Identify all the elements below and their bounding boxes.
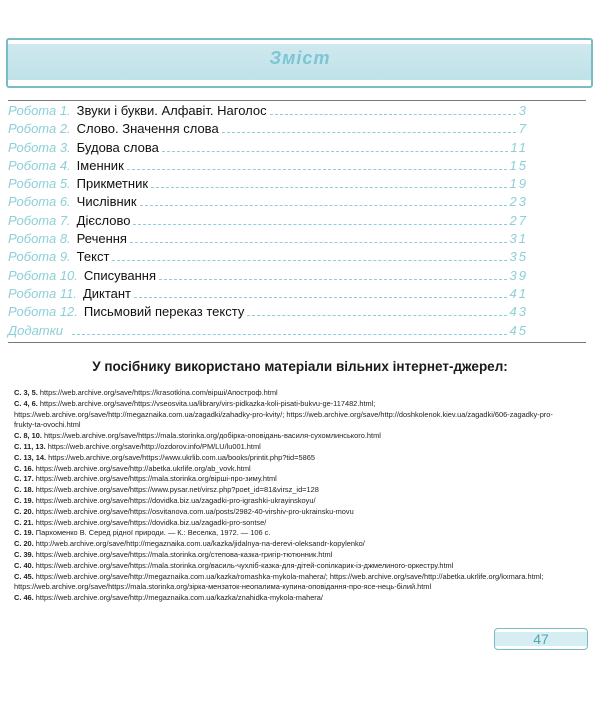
toc-work-number: Робота 6. bbox=[8, 194, 71, 210]
toc-bottom-divider bbox=[8, 342, 586, 343]
toc-entry bbox=[8, 158, 528, 176]
toc-topic: Дієслово bbox=[76, 212, 131, 228]
source-page-ref: С. 11, 13. bbox=[14, 441, 46, 451]
toc-work-number: Робота 12. bbox=[8, 304, 78, 320]
toc-leader-dots bbox=[151, 186, 507, 188]
toc-work-number: Робота 7. bbox=[8, 212, 71, 228]
toc-entry bbox=[8, 286, 528, 304]
source-item bbox=[14, 453, 554, 464]
toc-entry bbox=[8, 268, 528, 286]
source-item bbox=[14, 528, 554, 539]
toc-leader-dots bbox=[222, 131, 516, 133]
toc-top-divider bbox=[8, 100, 586, 101]
toc-entry bbox=[8, 231, 528, 249]
source-item bbox=[14, 550, 554, 561]
toc-topic: Диктант bbox=[82, 285, 132, 301]
toc-topic: Прикметник bbox=[76, 176, 149, 192]
source-url: https://web.archive.org/save/https://www.ukrlib.com.ua/books/printit.php?tid=5865 bbox=[48, 452, 315, 462]
toc-entry bbox=[8, 194, 528, 212]
source-page-ref: С. 4, 6. bbox=[14, 398, 38, 408]
source-page-ref: С. 46. bbox=[14, 593, 34, 603]
toc-work-number: Робота 4. bbox=[8, 157, 71, 173]
source-page-ref: С. 8, 10. bbox=[14, 431, 42, 441]
source-url: https://web.archive.org/save/https://www.pysar.net/virsz.php?poet_id=81&virsz_id=128 bbox=[35, 485, 319, 495]
toc-page-number: 19 bbox=[509, 176, 528, 192]
source-url: https://web.archive.org/save/https://vseosvita.ua/library/virs-pidkazka-koli-pisati-bukvu-ge-117482.html; https://web.archive.org/save/http://megaznaika.com.ua/zagadki/zahadky-pro-kvity/; https://web.archive.org/save/http://doshkolenok.kiev.ua/zagadki/606-zagadky-pro-frukty-ta-ovochi.html bbox=[14, 398, 553, 430]
toc-work-number: Робота 3. bbox=[8, 139, 71, 155]
toc-topic: Числівник bbox=[76, 194, 137, 210]
toc-page-number: 15 bbox=[509, 157, 528, 173]
page-number: 47 bbox=[533, 631, 549, 647]
source-page-ref: С. 3, 5. bbox=[14, 388, 38, 397]
source-page-ref: С. 19. bbox=[14, 495, 34, 505]
source-item bbox=[14, 464, 554, 475]
toc-entry bbox=[8, 249, 528, 267]
toc-work-number: Робота 8. bbox=[8, 231, 71, 247]
toc-page-number: 41 bbox=[509, 285, 528, 301]
toc-entry bbox=[8, 213, 528, 231]
source-url: https://web.archive.org/save/https://dovidka.biz.ua/zagadki-pro-igrashki-ukrayinskoyu/ bbox=[35, 495, 316, 505]
source-item bbox=[14, 539, 554, 550]
toc-work-number: Робота 10. bbox=[8, 267, 78, 283]
toc-page-number: 35 bbox=[509, 249, 528, 265]
toc-leader-dots bbox=[112, 259, 506, 261]
toc-leader-dots bbox=[247, 314, 506, 316]
page-title: Зміст bbox=[269, 48, 331, 68]
toc-leader-dots bbox=[130, 241, 507, 243]
toc-entry bbox=[8, 103, 528, 121]
source-url: https://web.archive.org/save/http://abetka.ukrlife.org/ab_vovk.html bbox=[35, 463, 251, 473]
source-url: Пархоменко В. Серед рідної природи. — К.: Веселка, 1972. — 106 с. bbox=[35, 528, 271, 538]
toc-leader-dots bbox=[140, 204, 507, 206]
source-item bbox=[14, 561, 554, 572]
source-url: https://web.archive.org/save/http://ozdorov.info/PM/LU/lu001.html bbox=[47, 441, 261, 451]
source-url: https://web.archive.org/save/https://osvitanova.com.ua/posts/2982-40-virshiv-pro-ukrainsku-movu bbox=[35, 506, 354, 516]
toc-page-number: 45 bbox=[509, 322, 528, 338]
source-page-ref: С. 16. bbox=[14, 463, 34, 473]
toc-page-number: 23 bbox=[509, 194, 528, 210]
source-item bbox=[14, 496, 554, 507]
toc-entry bbox=[8, 140, 528, 158]
toc-topic: Будова слова bbox=[76, 139, 159, 155]
toc-page-number: 7 bbox=[518, 121, 528, 137]
toc-topic: Письмовий переказ тексту bbox=[83, 304, 245, 320]
toc-page-number: 43 bbox=[509, 304, 528, 320]
source-page-ref: С. 39. bbox=[14, 549, 34, 559]
toc-page-number: 11 bbox=[510, 139, 528, 155]
toc-leader-dots bbox=[270, 113, 516, 115]
source-item bbox=[14, 485, 554, 496]
source-url: https://web.archive.org/save/https://mala.storinka.org/василь-чухліб-казка-для-дітей-сопілкарик-із-джмелиного-оркестру.html bbox=[35, 560, 454, 570]
source-item bbox=[14, 388, 554, 399]
toc-page-number: 39 bbox=[509, 267, 528, 283]
source-url: http://web.archive.org/save/http://megaznaika.com.ua/kazka/jidalnya-na-derevi-oleksandr-kopylenko/ bbox=[35, 539, 365, 549]
source-page-ref: С. 45. bbox=[14, 571, 34, 581]
sources-list bbox=[14, 388, 554, 604]
source-url: https://web.archive.org/save/https://mala.storinka.org/степова-казка-григір-тютюнник.html bbox=[35, 549, 333, 559]
source-item bbox=[14, 572, 554, 594]
source-item bbox=[14, 518, 554, 529]
toc-leader-dots bbox=[72, 333, 507, 335]
toc-topic: Іменник bbox=[76, 157, 124, 173]
source-page-ref: С. 19. bbox=[14, 528, 34, 538]
toc-work-number: Додатки bbox=[8, 322, 63, 338]
toc-entry bbox=[8, 121, 528, 139]
toc-topic: Речення bbox=[76, 231, 127, 247]
source-url: https://web.archive.org/save/https://mala.storinka.org/вірші-про-зиму.html bbox=[35, 474, 277, 484]
toc-entry bbox=[8, 323, 528, 341]
source-page-ref: С. 40. bbox=[14, 560, 34, 570]
toc-topic: Слово. Значення слова bbox=[76, 121, 219, 137]
toc-leader-dots bbox=[159, 278, 507, 280]
toc-work-number: Робота 9. bbox=[8, 249, 71, 265]
toc-leader-dots bbox=[134, 296, 507, 298]
source-page-ref: С. 13, 14. bbox=[14, 452, 47, 462]
toc-work-number: Робота 5. bbox=[8, 176, 71, 192]
source-item bbox=[14, 442, 554, 453]
source-page-ref: С. 20. bbox=[14, 539, 34, 549]
source-url: https://web.archive.org/save/https://mala.storinka.org/добірка-оповідань-василя-сухомлинського.html bbox=[44, 431, 381, 441]
sources-heading: У посібнику використано матеріали вільних інтернет-джерел: bbox=[92, 359, 508, 374]
toc-leader-dots bbox=[162, 150, 508, 152]
source-url: https://web.archive.org/save/https://krasotkina.com/вірші/Апостроф.html bbox=[39, 388, 278, 397]
toc-topic: Звуки і букви. Алфавіт. Наголос bbox=[76, 103, 267, 118]
source-url: https://web.archive.org/save/http://megaznaika.com.ua/kazka/znahidka-mykola-mahera/ bbox=[35, 593, 323, 603]
toc-topic: Списування bbox=[83, 267, 156, 283]
toc-work-number: Робота 1. bbox=[8, 103, 71, 118]
toc-work-number: Робота 2. bbox=[8, 121, 71, 137]
source-url: https://web.archive.org/save/http://megaznaika.com.ua/kazka/romashka-mykola-mahera/; https://web.archive.org/save/http://abetka.ukrlife.org/kxmara.html; https://web.archive.org/save/https://mala.storinka.org/зірка-мензаток-неопалима-купина-оповідання-про-ясе-нець-білий.html bbox=[14, 571, 544, 592]
toc-page-number: 31 bbox=[509, 231, 528, 247]
source-page-ref: С. 21. bbox=[14, 517, 34, 527]
source-item bbox=[14, 431, 554, 442]
toc-leader-dots bbox=[127, 168, 507, 170]
toc-entry bbox=[8, 304, 528, 322]
source-page-ref: С. 20. bbox=[14, 506, 34, 516]
source-item bbox=[14, 507, 554, 518]
toc-topic: Текст bbox=[76, 249, 110, 265]
toc-page-number: 27 bbox=[509, 212, 528, 228]
toc-entry bbox=[8, 176, 528, 194]
source-url: https://web.archive.org/save/https://dovidka.biz.ua/zagadki-pro-sontse/ bbox=[35, 517, 267, 527]
source-item bbox=[14, 399, 554, 431]
table-of-contents bbox=[8, 103, 528, 341]
source-item bbox=[14, 593, 554, 604]
page-number-tab bbox=[494, 628, 588, 650]
source-page-ref: С. 17. bbox=[14, 474, 34, 484]
toc-leader-dots bbox=[133, 223, 506, 225]
toc-page-number: 3 bbox=[518, 103, 528, 118]
source-page-ref: С. 18. bbox=[14, 485, 34, 495]
toc-work-number: Робота 11. bbox=[8, 285, 77, 301]
source-item bbox=[14, 474, 554, 485]
